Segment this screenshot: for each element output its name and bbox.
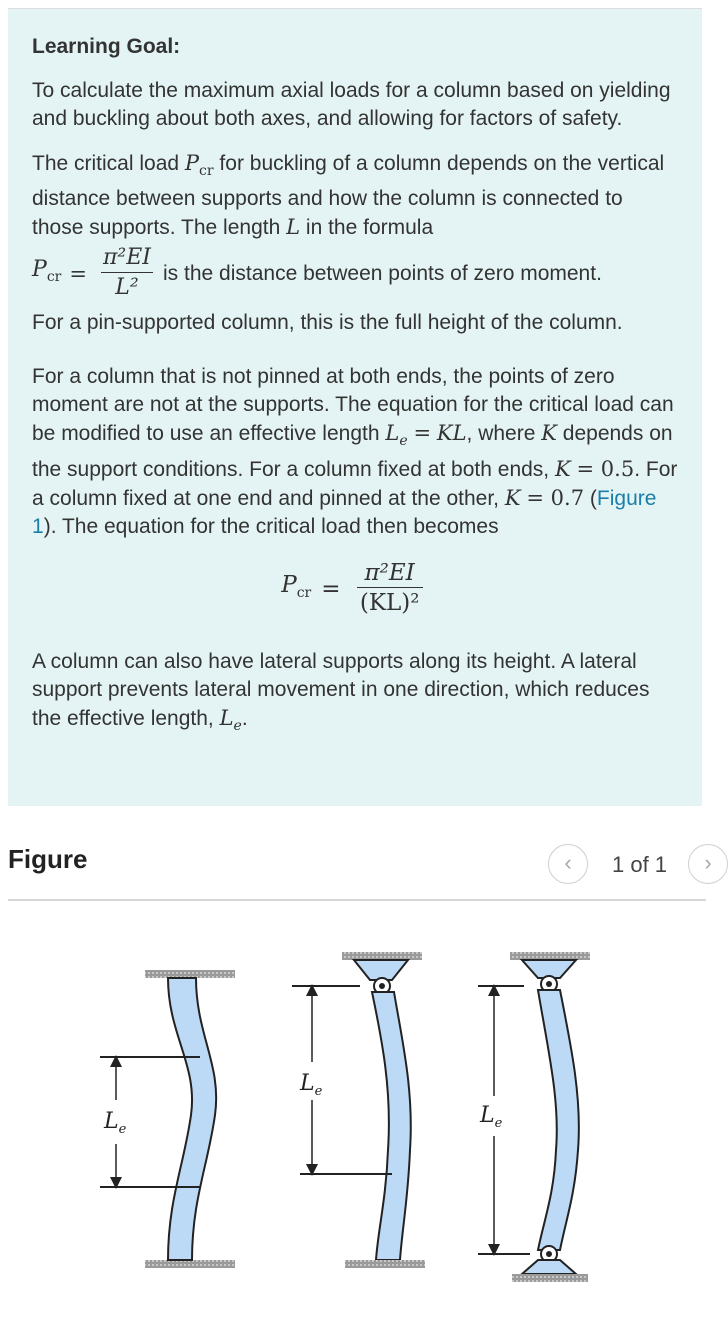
next-figure-button[interactable] [688, 844, 728, 884]
goal-paragraph-3: For a column that is not pinned at both ends, the points of zero moment are not at the supports. The equation for the critical load can be modified to use an effective length $L_e$ = KL, where K depends on the support conditions. For a column fixed at both ends, K = 0.5. For a column fixed at one end and pinned at the other, K = 0.7 (Figure 1). The equation for the critical load then becomes [32, 365, 678, 538]
fixed-fixed-column [100, 970, 235, 1268]
goal-paragraph-1: To calculate the maximum axial loads for a column based on yielding and buckling about both axes, and allowing for factors of safety. [32, 79, 671, 130]
figure-count: 1 of 1 [612, 852, 668, 877]
figure-header [0, 830, 712, 890]
column-body [538, 990, 579, 1250]
le-label: $L_e$ [480, 1103, 503, 1131]
effective-length-formula: $P_{cr}$ = $\frac{\text{π²EI}}{\text{(KL)²}}$ [32, 559, 678, 618]
le-symbol: $L_e$ [385, 421, 408, 449]
pcr-symbol: $P_{cr}$ [184, 151, 214, 179]
prev-figure-button[interactable] [548, 844, 588, 884]
pin-supported-note: For a pin-supported column, this is the full height of the column. [32, 311, 623, 334]
fixed-pinned-column [292, 952, 425, 1268]
formula-denominator: L² [115, 275, 139, 300]
pinned-pinned-column [478, 952, 590, 1282]
pin-bracket [354, 960, 408, 980]
bottom-fixed-support [145, 1260, 235, 1268]
formula-explanation: is the distance between points of zero moment. [163, 261, 602, 285]
figure-1-link[interactable]: Figure 1 [32, 487, 657, 538]
goal-paragraph-4: A column can also have lateral supports along its height. A lateral support prevents lateral movement in one direction, which reduces the effective length, $L_e$. [32, 650, 650, 734]
l-symbol: L [286, 215, 301, 239]
top-fixed-support [145, 970, 235, 978]
column-body [168, 978, 216, 1260]
chevron-left-icon: ‹ [564, 850, 572, 875]
euler-formula-inline: $P_{cr}$ = $\frac{\text{π²EI}}{\text{L²}}$ is the distance between points of zero moment. [32, 244, 678, 303]
bottom-pin-support [512, 1274, 588, 1282]
goal-paragraph-2: The critical load $P_{cr}$ for buckling of a column depends on the vertical distance between supports and how the column is connected to those supports. The length L in the formula $P_{cr}$ = $\frac{\text{π²EI}}{\text{L²}}$ is the distance between points of zero moment. For a pin-supported column, this is the full height of the column. [32, 149, 678, 337]
column-body [372, 992, 411, 1260]
bottom-fixed-support [345, 1260, 425, 1268]
top-pin-support [510, 952, 590, 960]
column-figure [0, 900, 706, 1320]
le-label: $L_e$ [104, 1109, 127, 1137]
chevron-right-icon: › [704, 850, 712, 875]
learning-goal-panel [8, 9, 702, 806]
learning-goal-title: Learning Goal: [32, 35, 181, 58]
le-label: $L_e$ [300, 1071, 323, 1099]
figure-title: Figure [8, 844, 88, 874]
formula-numerator: π²EI [101, 244, 153, 273]
top-pin-support [342, 952, 422, 960]
